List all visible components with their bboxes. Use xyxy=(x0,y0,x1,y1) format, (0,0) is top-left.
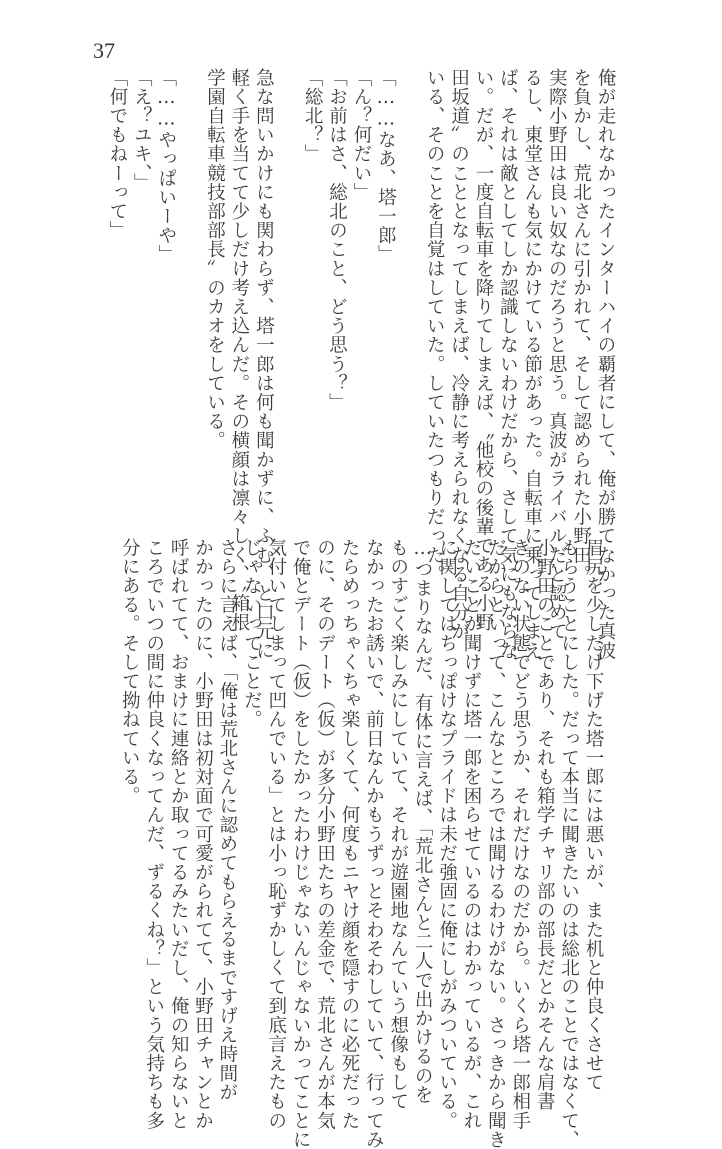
text-column: 分にある。そして拗ねている。 xyxy=(119,538,141,806)
dialogue-line: 「……やっぱいーや」 xyxy=(155,68,177,264)
text-column: 気付いてしまって凹んでいる」とは小っ恥ずかしくて到底言えたもの xyxy=(265,538,287,1131)
text-column: 軽く手を当てて少しだけ考え込んだ。その横顔は凛々しく、〝箱根 xyxy=(228,68,250,632)
text-column: たいことが聞けずに塔一郎を困らせているのはわかっているが、これ xyxy=(460,538,482,1131)
blank-line xyxy=(397,68,421,488)
text-column: に関してはちっぽけなプライドは未だ強固に俺にしがみついている。 xyxy=(436,538,458,1131)
text-column: なかったお誘いで、前日なんかもうずっとそわそわしていて、行ってみ xyxy=(363,538,385,1149)
text-column: ば、それは敵としてしか認識しないわけだから、さして気にもならな xyxy=(497,68,519,661)
text-column: いる、そのことを自覚はしていた。していたつもりだった。 xyxy=(424,68,446,584)
text-column: もらうことにした。だって本当に聞きたいのは総北のことではなくて、 xyxy=(558,538,580,1149)
dialogue-line: 「……なあ、塔一郎」 xyxy=(375,68,397,264)
text-column: だからといって、こんなところでは聞けるわけがない。さっきから聞き xyxy=(485,538,507,1149)
dialogue-line: 「お前はさ、総北のこと、どう思う？」 xyxy=(326,68,348,412)
text-column: たらめっちゃくちゃ楽しくて、何度もニヤけ顔を隠すのに必死だった xyxy=(338,538,360,1131)
text-column: 眉尻を少しだけ下げた塔一郎には悪いが、また机と仲良くさせて xyxy=(583,538,604,1092)
text-column: ものすごく楽しみにしていて、それが遊園地なんていう想像もして xyxy=(387,538,409,1111)
text-column: 呼ばれてて、おまけに連絡とか取ってるみたいだし、俺の知らないと xyxy=(168,538,190,1131)
text-column: 田坂道〟のこととなってしまえば、冷静に考えられなくなる自分が xyxy=(448,68,470,641)
bottom-text-block xyxy=(117,538,605,1149)
text-column: 急な問いかけにも関わらず、塔一郎は何も聞かずに、ふむ、と口元に xyxy=(253,68,275,661)
page-number: 37 xyxy=(93,38,115,63)
text-column: 俺が走れなかったインターハイの覇者にして、俺が勝てなかった真波 xyxy=(595,68,616,661)
text-column: 小野田のことであり、それも箱学チャリ部の部長だとかそんな肩書 xyxy=(534,538,556,1111)
text-column: ころでいつの間に仲良くなってんだ、ずるくね？」という気持ちも多 xyxy=(143,538,165,1131)
blank-line xyxy=(275,68,299,488)
text-column: きのない状態でどう思うか、それだけなのだから。いくら塔一郎相手 xyxy=(509,538,531,1131)
dialogue-line: 「総北？」 xyxy=(302,68,324,164)
text-column: のに、そのデート（仮）が多分小野田たちの差金で、荒北さんが本気 xyxy=(314,538,336,1131)
text-column: 実際小野田は良い奴なのだろうと思う。真波がライバルだと認めて xyxy=(546,68,568,641)
text-column: かかったのに、小野田は初対面で可愛がられてて、小野田チャンとか xyxy=(192,538,214,1131)
blank-line xyxy=(178,68,202,488)
text-column: い。だが、一度自転車を降りてしまえば、〝他校の後輩である小野 xyxy=(472,68,494,632)
text-column: 学園自転車競技部部長〟のカオをしている。 xyxy=(204,68,226,450)
text-column: さらに言えば、「俺は荒北さんに認めてもらえるまですげえ時間が xyxy=(216,538,238,1102)
text-column: で俺とデート（仮）をしたかったわけじゃないんじゃないかってことに xyxy=(290,538,312,1149)
text-column: じゃないってことだ。 xyxy=(241,538,263,729)
dialogue-line: 「何でもねーって」 xyxy=(106,68,128,240)
text-column: るし、東堂さんも気にかけている節があった。自転車に乗ってしまえ xyxy=(521,68,543,661)
dialogue-line: 「え？ユキ、」 xyxy=(131,68,153,193)
text-column: …つまりなんだ、有体に言えば、「荒北さんと二人で出かけるのを xyxy=(412,538,434,1105)
text-column: を負かし、荒北さんに引かれて、そして認められた小野田。 xyxy=(570,68,592,584)
dialogue-line: 「ん？何だい」 xyxy=(350,68,372,202)
